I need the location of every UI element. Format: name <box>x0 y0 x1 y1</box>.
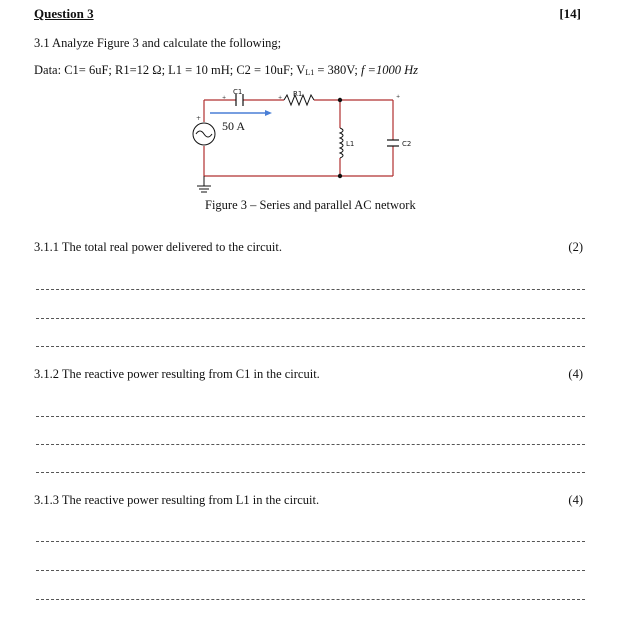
subquestion-marks: (4) <box>568 367 583 381</box>
question-heading: Question 3 <box>34 6 94 21</box>
answer-line[interactable] <box>36 346 585 347</box>
given-data-values: C1= 6uF; R1=12 Ω; L1 = 10 mH; C2 = 10uF; V <box>64 63 306 77</box>
c2-label: C2 <box>402 140 412 148</box>
svg-text:+: + <box>196 115 202 122</box>
question-intro: 3.1 Analyze Figure 3 and calculate the following; <box>34 36 282 50</box>
given-data-frequency: f =1000 Hz <box>360 63 419 77</box>
answer-line[interactable] <box>36 289 585 290</box>
subquestion-text: 3.1.3 The reactive power resulting from L1 in the circuit. <box>34 493 320 507</box>
ground-symbol <box>197 176 211 192</box>
junction-top <box>338 98 342 102</box>
current-arrow-icon <box>210 110 272 116</box>
c1-label: C1 <box>233 88 243 96</box>
junction-bottom <box>338 174 342 178</box>
answer-line[interactable] <box>36 416 585 417</box>
subquestion-marks: (4) <box>568 493 583 507</box>
answer-line[interactable] <box>36 472 585 473</box>
c2-capacitor-symbol <box>387 140 399 146</box>
l1-label: L1 <box>346 140 355 148</box>
answer-line[interactable] <box>36 570 585 571</box>
r1-label: R1 <box>293 90 303 98</box>
subquestion-marks: (2) <box>568 240 583 254</box>
figure-caption: Figure 3 – Series and parallel AC network <box>205 198 416 212</box>
given-data-voltage: = 380V; <box>314 63 361 77</box>
subquestion-text: 3.1.2 The reactive power resulting from C1 in the circuit. <box>34 367 320 381</box>
answer-line[interactable] <box>36 444 585 445</box>
given-data-label: Data: <box>34 63 65 77</box>
svg-text:+: + <box>222 95 227 101</box>
svg-text:+: + <box>278 95 283 101</box>
answer-line[interactable] <box>36 541 585 542</box>
svg-text:+: + <box>396 94 401 100</box>
answer-line[interactable] <box>36 318 585 319</box>
total-marks: [14] <box>559 6 581 21</box>
l1-inductor-symbol <box>340 128 343 158</box>
voltage-subscript: L1 <box>305 68 315 77</box>
answer-line[interactable] <box>36 599 585 600</box>
subquestion-text: 3.1.1 The total real power delivered to the circuit. <box>34 240 282 254</box>
current-label: 50 A <box>222 119 246 133</box>
